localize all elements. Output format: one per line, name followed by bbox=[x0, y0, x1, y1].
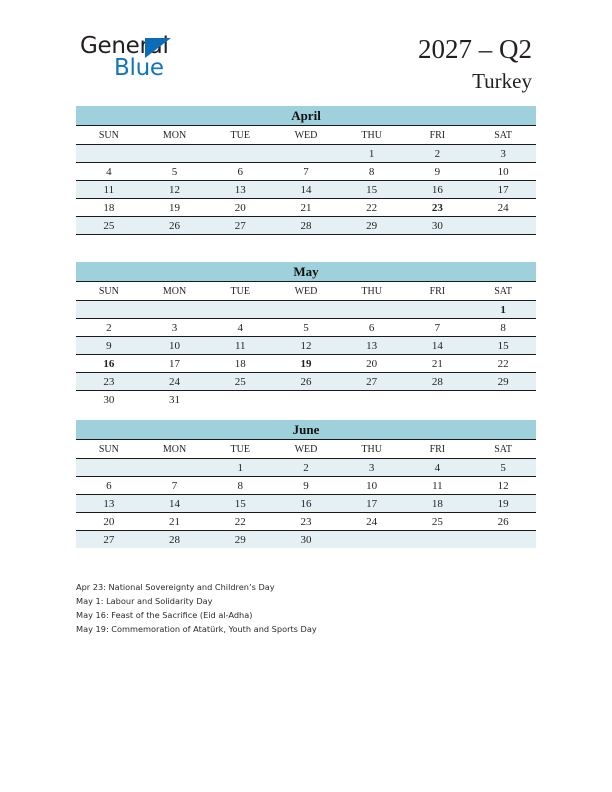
day-cell[interactable]: 3 bbox=[470, 145, 536, 163]
day-cell[interactable]: 13 bbox=[76, 495, 142, 513]
day-cell-holiday[interactable]: 23 bbox=[405, 199, 471, 217]
day-cell[interactable]: 2 bbox=[405, 145, 471, 163]
day-cell[interactable]: 29 bbox=[207, 531, 273, 549]
holiday-note: May 19: Commemoration of Atatürk, Youth and Sports Day bbox=[76, 624, 317, 634]
day-cell[interactable]: 3 bbox=[142, 319, 208, 337]
day-cell-empty bbox=[76, 145, 142, 163]
month-name: April bbox=[76, 106, 536, 126]
day-cell-holiday[interactable]: 16 bbox=[76, 355, 142, 373]
day-cell-empty bbox=[273, 145, 339, 163]
day-cell[interactable]: 30 bbox=[405, 217, 471, 235]
day-cell-empty bbox=[405, 301, 471, 319]
month-header-row bbox=[76, 262, 536, 282]
day-cell-empty bbox=[142, 145, 208, 163]
weekday-header-row bbox=[76, 440, 536, 459]
day-cell[interactable]: 9 bbox=[405, 163, 471, 181]
page-title: 2027 – Q2 bbox=[418, 34, 532, 64]
day-cell[interactable]: 25 bbox=[207, 373, 273, 391]
day-cell-empty bbox=[470, 217, 536, 235]
week-row bbox=[76, 181, 536, 199]
day-cell-empty bbox=[405, 391, 471, 409]
calendar-month-may bbox=[76, 262, 536, 408]
day-cell[interactable]: 15 bbox=[339, 181, 405, 199]
week-row bbox=[76, 319, 536, 337]
day-cell[interactable]: 8 bbox=[339, 163, 405, 181]
day-cell-empty bbox=[339, 531, 405, 549]
week-row bbox=[76, 513, 536, 531]
day-cell[interactable]: 22 bbox=[339, 199, 405, 217]
day-cell-empty bbox=[405, 531, 471, 549]
day-cell-empty bbox=[273, 301, 339, 319]
day-cell[interactable]: 27 bbox=[207, 217, 273, 235]
weekday-header-thu: THU bbox=[339, 282, 405, 301]
holiday-note: May 16: Feast of the Sacrifice (Eid al-Adha) bbox=[76, 610, 253, 620]
weekday-header-mon: MON bbox=[142, 440, 208, 459]
day-cell[interactable]: 4 bbox=[405, 459, 471, 477]
week-row bbox=[76, 531, 536, 549]
day-cell[interactable]: 1 bbox=[339, 145, 405, 163]
day-cell[interactable]: 30 bbox=[273, 531, 339, 549]
month-name: May bbox=[76, 262, 536, 282]
day-cell[interactable]: 10 bbox=[142, 337, 208, 355]
day-cell[interactable]: 8 bbox=[207, 477, 273, 495]
day-cell[interactable]: 14 bbox=[142, 495, 208, 513]
weekday-header-row bbox=[76, 126, 536, 145]
day-cell[interactable]: 19 bbox=[470, 495, 536, 513]
weekday-header-tue: TUE bbox=[207, 440, 273, 459]
weekday-header-thu: THU bbox=[339, 126, 405, 145]
day-cell[interactable]: 28 bbox=[142, 531, 208, 549]
day-cell-holiday[interactable]: 1 bbox=[470, 301, 536, 319]
weekday-header-sun: SUN bbox=[76, 126, 142, 145]
day-cell[interactable]: 21 bbox=[405, 355, 471, 373]
day-cell-empty bbox=[142, 459, 208, 477]
day-cell[interactable]: 11 bbox=[76, 181, 142, 199]
day-cell[interactable]: 28 bbox=[405, 373, 471, 391]
day-cell[interactable]: 30 bbox=[76, 391, 142, 409]
day-cell[interactable]: 3 bbox=[339, 459, 405, 477]
title-block bbox=[418, 33, 532, 94]
day-cell-empty bbox=[470, 391, 536, 409]
day-cell[interactable]: 7 bbox=[405, 319, 471, 337]
holiday-notes-list bbox=[76, 580, 536, 636]
day-cell[interactable]: 16 bbox=[405, 181, 471, 199]
day-cell[interactable]: 10 bbox=[470, 163, 536, 181]
day-cell[interactable]: 26 bbox=[273, 373, 339, 391]
day-cell[interactable]: 24 bbox=[339, 513, 405, 531]
day-cell[interactable]: 23 bbox=[76, 373, 142, 391]
weekday-header-wed: WED bbox=[273, 282, 339, 301]
day-cell-holiday[interactable]: 19 bbox=[273, 355, 339, 373]
page-header bbox=[0, 0, 612, 100]
day-cell[interactable]: 29 bbox=[339, 217, 405, 235]
day-cell[interactable]: 16 bbox=[273, 495, 339, 513]
week-row bbox=[76, 477, 536, 495]
week-row bbox=[76, 391, 536, 409]
day-cell[interactable]: 26 bbox=[470, 513, 536, 531]
day-cell[interactable]: 8 bbox=[470, 319, 536, 337]
day-cell[interactable]: 20 bbox=[207, 199, 273, 217]
day-cell[interactable]: 21 bbox=[273, 199, 339, 217]
month-header-row bbox=[76, 420, 536, 440]
week-row bbox=[76, 145, 536, 163]
day-cell[interactable]: 12 bbox=[273, 337, 339, 355]
day-cell[interactable]: 10 bbox=[339, 477, 405, 495]
weekday-header-thu: THU bbox=[339, 440, 405, 459]
day-cell[interactable]: 12 bbox=[142, 181, 208, 199]
day-cell[interactable]: 17 bbox=[142, 355, 208, 373]
holiday-note: May 1: Labour and Solidarity Day bbox=[76, 596, 213, 606]
day-cell[interactable]: 1 bbox=[207, 459, 273, 477]
week-row bbox=[76, 199, 536, 217]
day-cell[interactable]: 21 bbox=[142, 513, 208, 531]
week-row bbox=[76, 337, 536, 355]
weekday-header-sat: SAT bbox=[470, 440, 536, 459]
calendar-month-june bbox=[76, 420, 536, 548]
day-cell[interactable]: 4 bbox=[207, 319, 273, 337]
day-cell[interactable]: 6 bbox=[339, 319, 405, 337]
day-cell[interactable]: 11 bbox=[207, 337, 273, 355]
week-row bbox=[76, 355, 536, 373]
logo-text-general: General bbox=[80, 33, 169, 59]
weekday-header-sun: SUN bbox=[76, 440, 142, 459]
week-row bbox=[76, 495, 536, 513]
day-cell-empty bbox=[339, 301, 405, 319]
weekday-header-row bbox=[76, 282, 536, 301]
calendar-month-april bbox=[76, 106, 536, 235]
day-cell[interactable]: 18 bbox=[405, 495, 471, 513]
day-cell[interactable]: 6 bbox=[76, 477, 142, 495]
weekday-header-sat: SAT bbox=[470, 282, 536, 301]
day-cell[interactable]: 20 bbox=[339, 355, 405, 373]
weekday-header-wed: WED bbox=[273, 126, 339, 145]
day-cell[interactable]: 12 bbox=[470, 477, 536, 495]
weekday-header-fri: FRI bbox=[405, 440, 471, 459]
holiday-note: Apr 23: National Sovereignty and Children’s Day bbox=[76, 582, 275, 592]
month-header-row bbox=[76, 106, 536, 126]
day-cell-empty bbox=[207, 145, 273, 163]
day-cell-empty bbox=[470, 531, 536, 549]
week-row bbox=[76, 459, 536, 477]
month-name: June bbox=[76, 420, 536, 440]
day-cell[interactable]: 2 bbox=[273, 459, 339, 477]
day-cell[interactable]: 5 bbox=[273, 319, 339, 337]
weekday-header-wed: WED bbox=[273, 440, 339, 459]
day-cell[interactable]: 24 bbox=[142, 373, 208, 391]
day-cell[interactable]: 19 bbox=[142, 199, 208, 217]
day-cell[interactable]: 5 bbox=[470, 459, 536, 477]
week-row bbox=[76, 301, 536, 319]
day-cell[interactable]: 29 bbox=[470, 373, 536, 391]
week-row bbox=[76, 373, 536, 391]
weekday-header-sun: SUN bbox=[76, 282, 142, 301]
day-cell[interactable]: 27 bbox=[76, 531, 142, 549]
day-cell[interactable]: 14 bbox=[273, 181, 339, 199]
week-row bbox=[76, 163, 536, 181]
day-cell[interactable]: 17 bbox=[470, 181, 536, 199]
day-cell-empty bbox=[76, 459, 142, 477]
day-cell[interactable]: 18 bbox=[76, 199, 142, 217]
day-cell[interactable]: 4 bbox=[76, 163, 142, 181]
day-cell[interactable]: 6 bbox=[207, 163, 273, 181]
day-cell[interactable]: 11 bbox=[405, 477, 471, 495]
day-cell[interactable]: 28 bbox=[273, 217, 339, 235]
day-cell[interactable]: 31 bbox=[142, 391, 208, 409]
weekday-header-tue: TUE bbox=[207, 126, 273, 145]
day-cell[interactable]: 17 bbox=[339, 495, 405, 513]
calendar-table bbox=[76, 420, 536, 548]
day-cell-empty bbox=[273, 391, 339, 409]
weekday-header-mon: MON bbox=[142, 126, 208, 145]
day-cell-empty bbox=[76, 301, 142, 319]
day-cell[interactable]: 9 bbox=[76, 337, 142, 355]
day-cell[interactable]: 15 bbox=[207, 495, 273, 513]
day-cell[interactable]: 22 bbox=[207, 513, 273, 531]
day-cell[interactable]: 27 bbox=[339, 373, 405, 391]
week-row bbox=[76, 217, 536, 235]
day-cell[interactable]: 7 bbox=[273, 163, 339, 181]
day-cell[interactable]: 25 bbox=[76, 217, 142, 235]
day-cell[interactable]: 14 bbox=[405, 337, 471, 355]
day-cell[interactable]: 7 bbox=[142, 477, 208, 495]
logo-text-blue: Blue bbox=[114, 55, 164, 81]
weekday-header-fri: FRI bbox=[405, 282, 471, 301]
day-cell[interactable]: 18 bbox=[207, 355, 273, 373]
day-cell[interactable]: 13 bbox=[339, 337, 405, 355]
country-subtitle: Turkey bbox=[472, 69, 532, 93]
day-cell[interactable]: 26 bbox=[142, 217, 208, 235]
day-cell[interactable]: 15 bbox=[470, 337, 536, 355]
weekday-header-sat: SAT bbox=[470, 126, 536, 145]
day-cell-empty bbox=[339, 391, 405, 409]
calendar-table bbox=[76, 262, 536, 408]
day-cell[interactable]: 25 bbox=[405, 513, 471, 531]
day-cell[interactable]: 23 bbox=[273, 513, 339, 531]
weekday-header-tue: TUE bbox=[207, 282, 273, 301]
weekday-header-mon: MON bbox=[142, 282, 208, 301]
day-cell[interactable]: 22 bbox=[470, 355, 536, 373]
calendar-table bbox=[76, 106, 536, 235]
day-cell-empty bbox=[207, 391, 273, 409]
day-cell-empty bbox=[142, 301, 208, 319]
weekday-header-fri: FRI bbox=[405, 126, 471, 145]
day-cell[interactable]: 5 bbox=[142, 163, 208, 181]
day-cell[interactable]: 20 bbox=[76, 513, 142, 531]
day-cell[interactable]: 2 bbox=[76, 319, 142, 337]
day-cell[interactable]: 9 bbox=[273, 477, 339, 495]
general-blue-logo bbox=[80, 33, 280, 89]
day-cell[interactable]: 13 bbox=[207, 181, 273, 199]
day-cell[interactable]: 24 bbox=[470, 199, 536, 217]
day-cell-empty bbox=[207, 301, 273, 319]
